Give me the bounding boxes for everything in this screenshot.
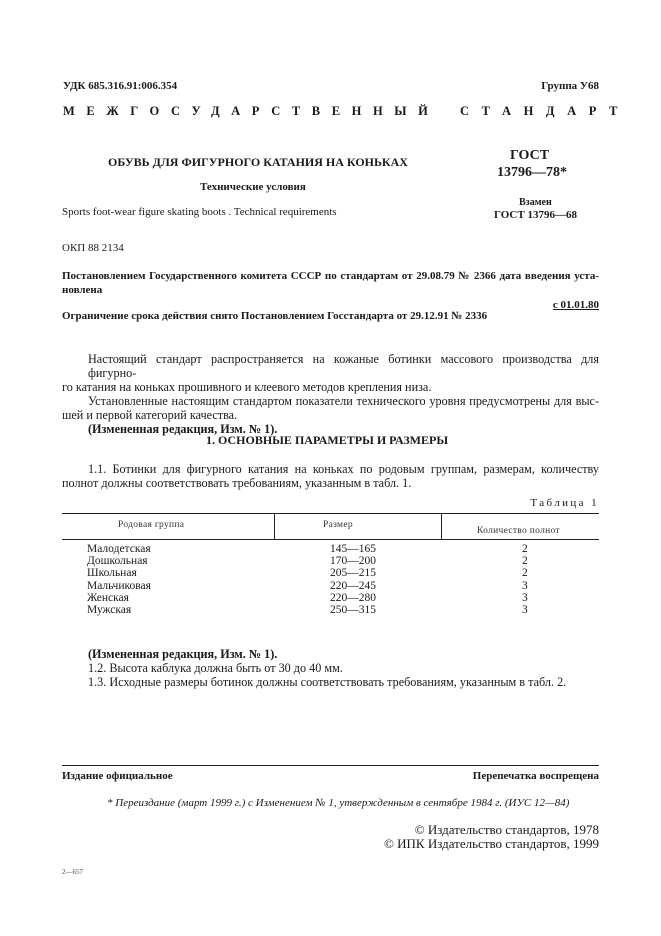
- reprint-prohibited: Перепечатка воспрещена: [472, 770, 599, 782]
- clause-1-2: 1.2. Высота каблука должна быть от 30 до 40 мм.: [88, 661, 343, 675]
- intro-paragraph: [62, 352, 599, 436]
- table-header-divider-2: [441, 513, 442, 539]
- table-cell: 170—200: [330, 555, 376, 568]
- table-cell: 3: [522, 604, 528, 617]
- intro-amendment: (Измененная редакция, Изм. № 1).: [88, 422, 278, 436]
- table-cell: 3: [522, 591, 528, 604]
- table-cell: Малодетская: [87, 543, 151, 555]
- decree-line-1: Постановлением Государственного комитета СССР по стандартам от 29.08.79 № 2366 дата введения уста-: [62, 270, 599, 282]
- group-code: Группа У68: [541, 80, 599, 92]
- copyright-1999: © ИПК Издательство стандартов, 1999: [384, 836, 599, 851]
- intro-p1-line1: Настоящий стандарт распространяется на кожаные ботинки массового производства для фигурно-: [88, 352, 599, 380]
- table-cell: 205—215: [330, 567, 376, 580]
- table-cell: Мальчиковая: [87, 579, 151, 592]
- section-1-paragraph: [62, 462, 599, 490]
- table-header-size: Размер: [323, 520, 353, 530]
- reissue-note: * Переиздание (март 1999 г.) с Изменением № 1, утвержденным в сентябре 1984 г. (ИУС 12—84): [107, 797, 570, 809]
- page-code: 2—657: [62, 868, 83, 876]
- table-cell: 220—245: [330, 579, 376, 592]
- document-subtitle: Технические условия: [200, 181, 306, 193]
- table-cell: Мужская: [87, 604, 132, 617]
- official-edition: Издание официальное: [62, 770, 173, 782]
- section-1-line1: 1.1. Ботинки для фигурного катания на коньках по родовым группам, размерам, количеству: [88, 462, 599, 476]
- table-header-rule: [62, 539, 599, 540]
- after-table-paragraph: [62, 647, 599, 689]
- udk-code: УДК 685.316.91:006.354: [63, 80, 178, 92]
- table-header-divider-1: [274, 513, 275, 539]
- table-1-caption: Таблица 1: [530, 497, 599, 509]
- table-cell: 220—280: [330, 591, 376, 604]
- banner-standard: СТАНДАРТ: [460, 104, 631, 118]
- clause-1-3: 1.3. Исходные размеры ботинок должны соответствовать требованиям, указанным в табл. 2.: [88, 675, 567, 689]
- table-cell: 2: [522, 567, 528, 580]
- table-cell: Школьная: [87, 567, 137, 580]
- gost-label: ГОСТ: [510, 148, 550, 163]
- decree-line-2: новлена: [62, 284, 103, 296]
- copyright-1978: © Издательство стандартов, 1978: [414, 822, 599, 837]
- table-amendment: (Измененная редакция, Изм. № 1).: [88, 647, 278, 661]
- table-column-size: [330, 543, 376, 616]
- table-header-group: Родовая группа: [118, 520, 185, 530]
- introduction-date: с 01.01.80: [552, 299, 599, 311]
- table-top-rule: [62, 513, 599, 514]
- section-1-heading: 1. ОСНОВНЫЕ ПАРАМЕТРЫ И РАЗМЕРЫ: [206, 433, 449, 447]
- footer-rule: [62, 765, 599, 766]
- gost-number: 13796—78*: [497, 165, 567, 180]
- document-title: ОБУВЬ ДЛЯ ФИГУРНОГО КАТАНИЯ НА КОНЬКАХ: [108, 155, 408, 169]
- table-column-widths: [522, 543, 528, 616]
- intro-p2-line1: Установленные настоящим стандартом показатели технического уровня предусмотрены для выс-: [88, 394, 599, 408]
- table-cell: 3: [522, 579, 528, 592]
- table-cell: 145—165: [330, 543, 376, 555]
- table-column-group: [87, 543, 151, 616]
- section-1-line2: полнот должны соответствовать требованиям, указанным в табл. 1.: [62, 476, 412, 490]
- okp-code: ОКП 88 2134: [62, 242, 124, 254]
- table-cell: 2: [522, 555, 528, 568]
- english-title: Sports foot-wear figure skating boots . Technical requirements: [62, 206, 337, 218]
- table-cell: 250—315: [330, 604, 376, 617]
- intro-p2-line2: шей и первой категорий качества.: [62, 408, 238, 422]
- limitation-note: Ограничение срока действия снято Постановлением Госстандарта от 29.12.91 № 2336: [62, 310, 488, 322]
- table-cell: Женская: [87, 591, 129, 604]
- table-header-widths: Количество полнот: [477, 526, 560, 536]
- replace-label: Взамен: [519, 197, 552, 208]
- intro-p1-line2: го катания на коньках прошивного и клеевого методов крепления низа.: [62, 380, 432, 394]
- replace-number: ГОСТ 13796—68: [494, 209, 577, 221]
- banner-interstate: МЕЖГОСУДАРСТВЕННЫЙ: [63, 104, 440, 118]
- table-cell: Дошкольная: [87, 555, 148, 568]
- table-cell: 2: [522, 543, 528, 555]
